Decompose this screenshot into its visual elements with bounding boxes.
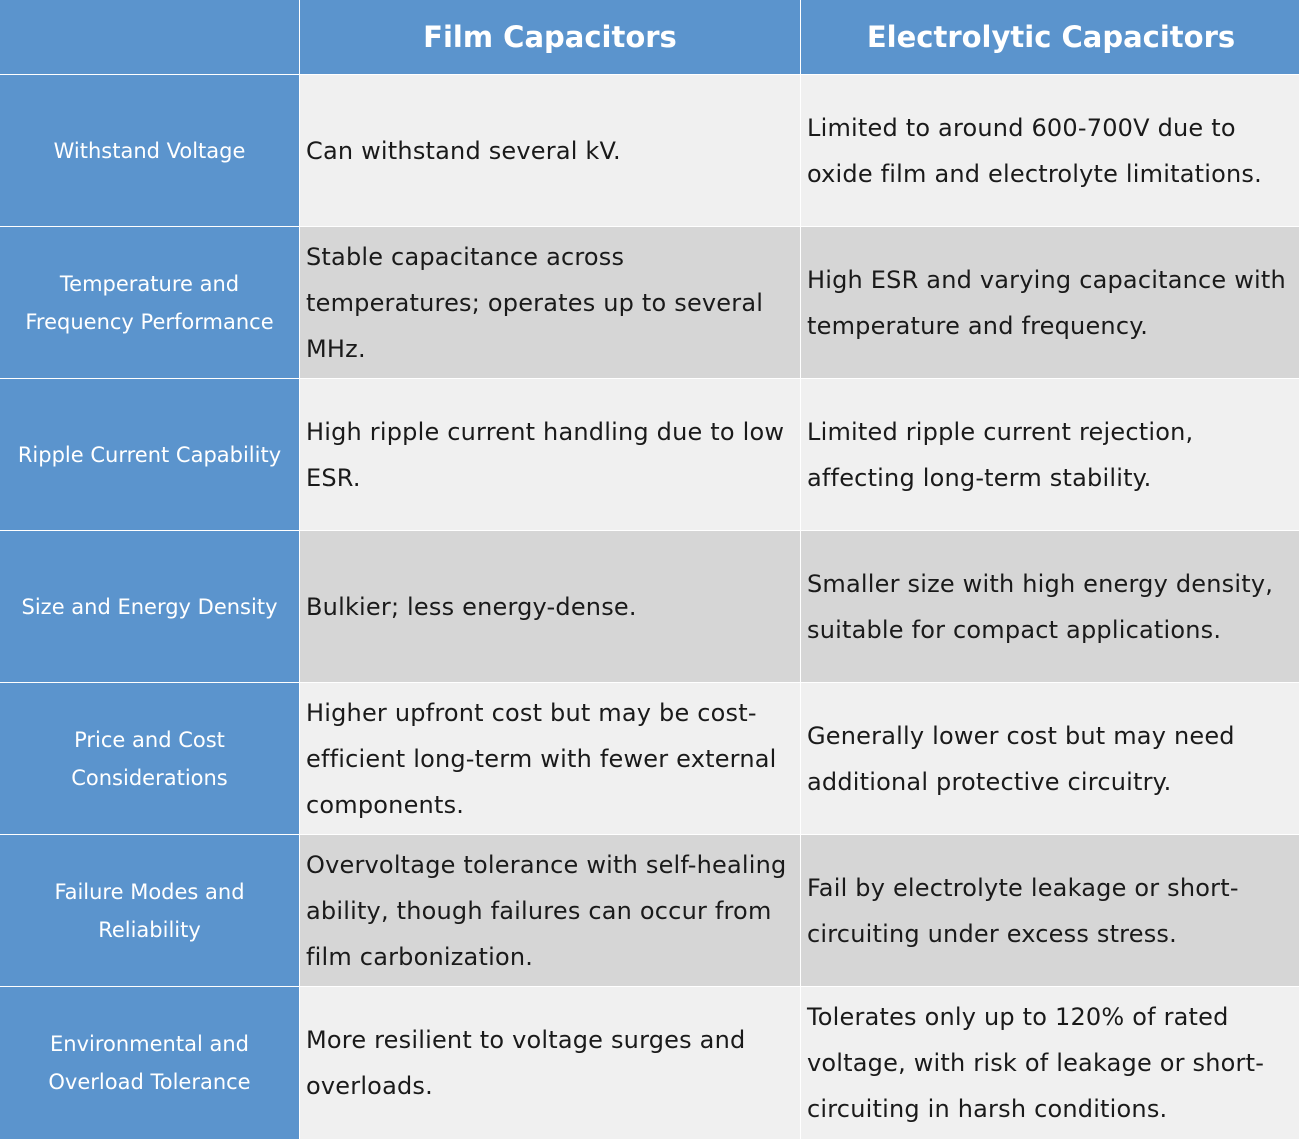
column-header-film: Film Capacitors xyxy=(300,0,800,75)
film-cell: Higher upfront cost but may be cost-efficient long-term with fewer external components. xyxy=(300,683,800,835)
film-cell: High ripple current handling due to low ESR. xyxy=(300,379,800,531)
row-label: Ripple Current Capability xyxy=(0,379,299,531)
film-cell: Overvoltage tolerance with self-healing ability, though failures can occur from film carbonization. xyxy=(300,835,800,987)
electrolytic-cell: High ESR and varying capacitance with temperature and frequency. xyxy=(801,227,1299,379)
electrolytic-cell: Fail by electrolyte leakage or short-circuiting under excess stress. xyxy=(801,835,1299,987)
electrolytic-cell: Limited to around 600-700V due to oxide film and electrolyte limitations. xyxy=(801,75,1299,227)
film-cell: Stable capacitance across temperatures; operates up to several MHz. xyxy=(300,227,800,379)
film-cell: Bulkier; less energy-dense. xyxy=(300,531,800,683)
row-label: Temperature and Frequency Performance xyxy=(0,227,299,379)
electrolytic-cell: Smaller size with high energy density, suitable for compact applications. xyxy=(801,531,1299,683)
column-header-electrolytic: Electrolytic Capacitors xyxy=(801,0,1299,75)
row-label: Withstand Voltage xyxy=(0,75,299,227)
row-label: Price and Cost Considerations xyxy=(0,683,299,835)
electrolytic-cell: Tolerates only up to 120% of rated voltage, with risk of leakage or short-circuiting in harsh conditions. xyxy=(801,987,1299,1139)
film-cell: Can withstand several kV. xyxy=(300,75,800,227)
header-corner-cell xyxy=(0,0,299,75)
row-label: Size and Energy Density xyxy=(0,531,299,683)
film-cell: More resilient to voltage surges and overloads. xyxy=(300,987,800,1139)
electrolytic-cell: Generally lower cost but may need additional protective circuitry. xyxy=(801,683,1299,835)
row-label: Failure Modes and Reliability xyxy=(0,835,299,987)
electrolytic-cell: Limited ripple current rejection, affecting long-term stability. xyxy=(801,379,1299,531)
row-label: Environmental and Overload Tolerance xyxy=(0,987,299,1139)
